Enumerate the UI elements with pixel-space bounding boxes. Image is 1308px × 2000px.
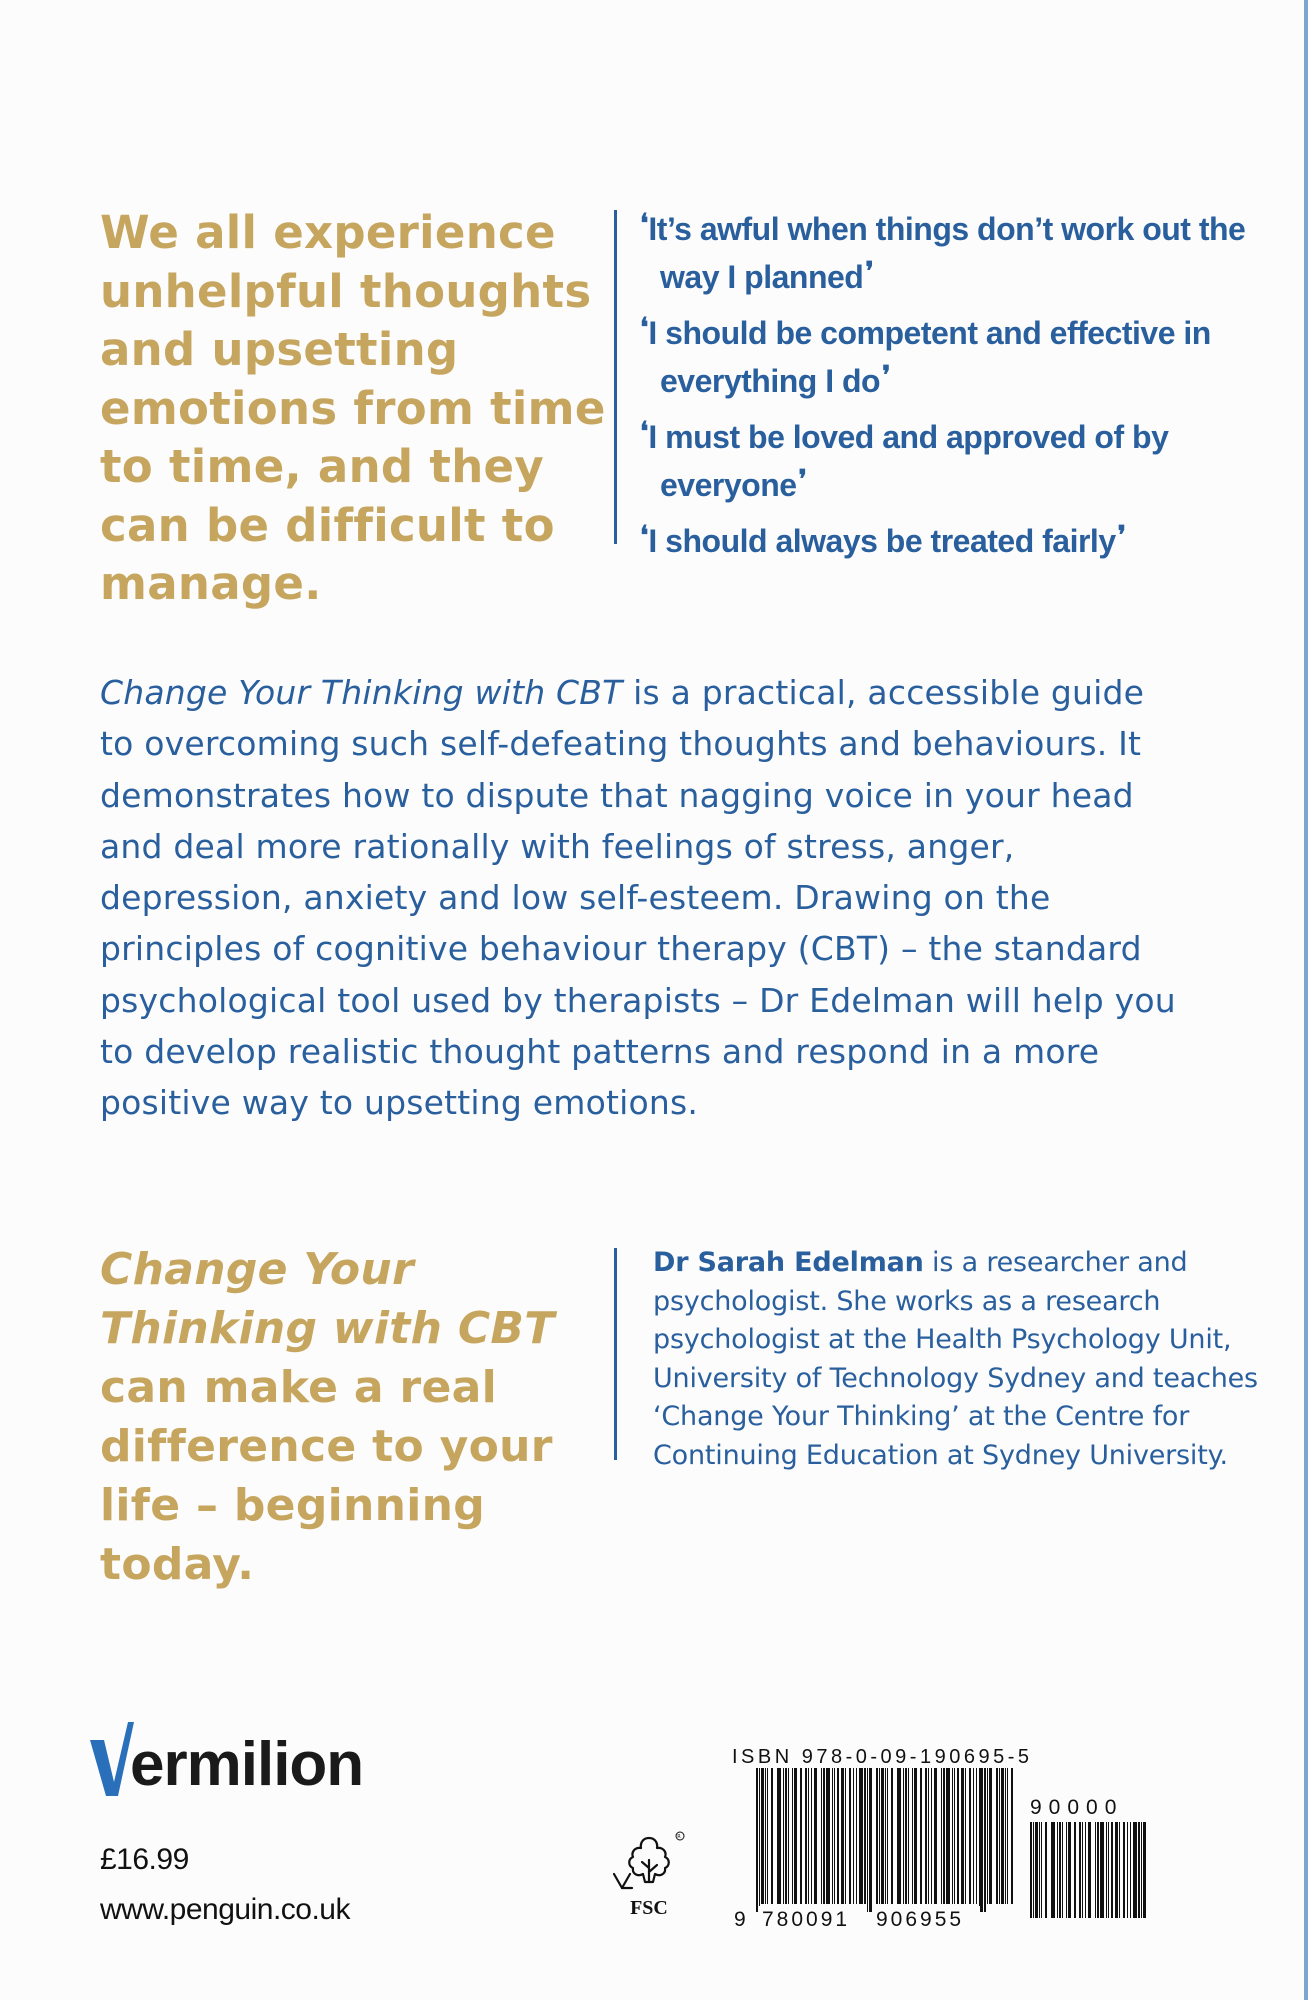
barcode-bar (1051, 1822, 1055, 1918)
barcode-bar (1108, 1822, 1109, 1918)
barcode-bar (1057, 1822, 1058, 1918)
quote-item: ❛I should always be treated fairly❜ (640, 520, 1126, 559)
barcode-bar (1100, 1822, 1104, 1918)
barcode-bar (1085, 1822, 1086, 1918)
barcode-bar (1088, 1822, 1091, 1918)
book-description: Change Your Thinking with CBT is a practical, accessible guide to overcoming such self-defeating thoughts and behaviours. It demonstrates how to dispute that nagging voice in your head and deal more rationally with feelings of stress, anger, depression, anxiety and low self-esteem. Drawing on the principles of cognitive behaviour therapy (CBT) – the standard psychological tool used by therapists – Dr Edelman will help you to develop realistic thought patterns and respond in a more positive way to upsetting emotions. (100, 673, 1176, 1123)
barcode-bar (1123, 1822, 1125, 1918)
quotes-list (640, 206, 1280, 574)
barcode-bar (845, 1768, 846, 1904)
barcode-bar (946, 1768, 950, 1904)
barcode-bar (908, 1768, 909, 1904)
barcode-bar (897, 1768, 901, 1904)
barcode-bar (903, 1768, 904, 1904)
barcode-bar (1074, 1822, 1076, 1918)
barcode-bar (1059, 1822, 1061, 1918)
barcode-bar (869, 1768, 872, 1912)
barcode-bar (965, 1768, 966, 1904)
barcode-bar (996, 1768, 998, 1904)
open-quote-mark: ❛ (640, 416, 649, 446)
vermilion-v-icon (90, 1722, 134, 1796)
barcode-bar (1141, 1822, 1142, 1918)
barcode-bar (1082, 1822, 1083, 1918)
barcode-bar (1066, 1822, 1067, 1918)
barcode-bar (794, 1768, 797, 1904)
barcode-bar (1095, 1822, 1096, 1918)
barcode-bar (999, 1768, 1000, 1904)
barcode-bar (1039, 1822, 1040, 1918)
barcode-bar (979, 1768, 983, 1912)
barcode-bar (1030, 1822, 1032, 1918)
barcode-bar (914, 1768, 917, 1904)
barcode-bar (954, 1768, 955, 1904)
barcode-bar (957, 1768, 959, 1904)
book-title-italic: Change Your Thinking with CBT (100, 673, 623, 712)
isbn-digit-group: 906955 (876, 1908, 965, 1928)
price: £16.99 (100, 1843, 189, 1876)
barcode-bar (969, 1768, 971, 1904)
barcode-bar (767, 1768, 768, 1904)
barcode-bar (826, 1768, 830, 1904)
barcode-bar (792, 1768, 793, 1904)
barcode-bar (805, 1768, 807, 1904)
open-quote-mark: ❛ (640, 312, 649, 342)
barcode-bar (783, 1768, 784, 1904)
barcode-bar (887, 1768, 888, 1904)
barcode-bar (961, 1768, 964, 1904)
isbn-label: ISBN 978-0-09-190695-5 (732, 1746, 1033, 1768)
barcode-bar (1119, 1822, 1120, 1918)
barcode-bar (920, 1768, 922, 1904)
barcode-bar (1005, 1768, 1006, 1904)
barcode-bar (976, 1768, 977, 1904)
close-quote-mark: ❜ (882, 360, 890, 390)
close-quote-mark: ❜ (798, 464, 807, 494)
barcode-bar (973, 1768, 974, 1904)
barcode-bar (1143, 1822, 1146, 1918)
barcode-bar (777, 1768, 781, 1904)
barcode-bar (1033, 1822, 1034, 1918)
isbn-digit-group: 780091 (762, 1908, 851, 1928)
barcode-bar (952, 1768, 953, 1904)
barcode-bar (832, 1768, 833, 1904)
barcode-bar (823, 1768, 825, 1904)
barcode-bar (879, 1768, 880, 1904)
barcode-bar (876, 1768, 878, 1904)
quote-item: ❛I should be competent and effective in everything I do❜ (640, 312, 1211, 399)
barcode-bar (756, 1768, 758, 1912)
barcode-bar (834, 1768, 835, 1904)
barcode-bar (785, 1768, 787, 1904)
barcode-bar (808, 1768, 809, 1904)
barcode-bar (788, 1768, 789, 1904)
right-edge-stripe (1304, 0, 1308, 2000)
barcode-bar (811, 1768, 812, 1904)
barcode-bar (943, 1768, 945, 1904)
open-quote-mark: ❛ (640, 208, 649, 238)
barcode-bar (928, 1768, 929, 1904)
barcode-bar (1041, 1822, 1042, 1918)
barcode-bar (759, 1768, 760, 1912)
barcode-bar (984, 1768, 986, 1912)
barcode-bar (1011, 1768, 1013, 1904)
barcode-bar (934, 1768, 937, 1904)
close-quote-mark: ❜ (865, 256, 874, 286)
barcode-bar (1138, 1822, 1140, 1918)
barcode-bar (821, 1768, 822, 1904)
barcode-bar (1035, 1822, 1038, 1918)
barcode-bar (891, 1768, 893, 1904)
isbn-first-digit: 9 (734, 1908, 746, 1928)
isbn-addon-barcode (1028, 1796, 1153, 1918)
barcode-bar (1062, 1822, 1063, 1918)
open-quote-mark: ❛ (640, 520, 649, 550)
publisher-logo (90, 1722, 364, 1799)
barcode-bar (1130, 1822, 1131, 1918)
barcode-bar (1079, 1822, 1081, 1918)
barcode-bar (1097, 1822, 1099, 1918)
barcode-bar (925, 1768, 927, 1904)
barcode-bar (841, 1768, 844, 1904)
barcode-bar (881, 1768, 884, 1904)
bio-divider (614, 1248, 617, 1460)
barcode-bar (1111, 1822, 1113, 1918)
intro-headline: We all experience unhelpful thoughts and upsetting emotions from time to time, and they can be difficult to manage. (100, 206, 606, 610)
barcode-bar (771, 1768, 773, 1904)
quote-item: ❛It’s awful when things don’t work out the way I planned❜ (640, 208, 1246, 295)
fsc-logo-icon (608, 1830, 690, 1920)
isbn-addon-digits: 90000 (1030, 1796, 1124, 1819)
barcode-bar (859, 1768, 863, 1904)
barcode-bar (1106, 1822, 1107, 1918)
barcode-bar (885, 1768, 886, 1904)
author-bio: Dr Sarah Edelman is a researcher and psychologist. She works as a research psychologist at the Health Psychology Unit, University of Technology Sydney and teaches ‘Change Your Thinking’ at the Centre for Continuing Education at Sydney University. (653, 1247, 1258, 1471)
closing-statement: Change Your Thinking with CBT can make a real difference to your life – beginning today. (100, 1244, 555, 1590)
barcode-bar (941, 1768, 942, 1904)
barcode-bar (1007, 1768, 1008, 1904)
svg-text:R: R (677, 1834, 681, 1840)
quote-item: ❛I must be loved and approved of by everyone❜ (640, 416, 1169, 503)
barcode-bar (765, 1768, 766, 1904)
author-name: Dr Sarah Edelman (653, 1247, 924, 1278)
barcode-bar (853, 1768, 854, 1904)
barcode-bar (1115, 1822, 1118, 1918)
website-link: www.penguin.co.uk (100, 1893, 350, 1926)
barcode-bar (1001, 1768, 1004, 1904)
barcode-bar (856, 1768, 857, 1904)
publisher-logo-text: ermilion (130, 1730, 364, 1799)
barcode-bar (800, 1768, 802, 1904)
quotes-divider (614, 210, 617, 544)
fsc-label: FSC (630, 1897, 668, 1919)
barcode-bar (761, 1768, 764, 1904)
barcode-bar (912, 1768, 913, 1904)
barcode-bar (1068, 1822, 1071, 1918)
barcode-bar (864, 1768, 866, 1904)
barcode-bar (837, 1768, 839, 1904)
barcode-bar (867, 1768, 868, 1912)
barcode-bar (1045, 1822, 1047, 1918)
barcode-bar (989, 1768, 992, 1904)
barcode-bar (931, 1768, 932, 1904)
barcode-bar (1127, 1822, 1128, 1918)
close-quote-mark: ❜ (1117, 520, 1126, 550)
barcode-bar (905, 1768, 907, 1904)
barcode-bar (849, 1768, 851, 1904)
book-title-italic: Change Your Thinking with CBT (100, 1244, 555, 1354)
barcode-bar (814, 1768, 817, 1904)
barcode-bar (1133, 1822, 1137, 1918)
barcode-bar (987, 1768, 988, 1904)
